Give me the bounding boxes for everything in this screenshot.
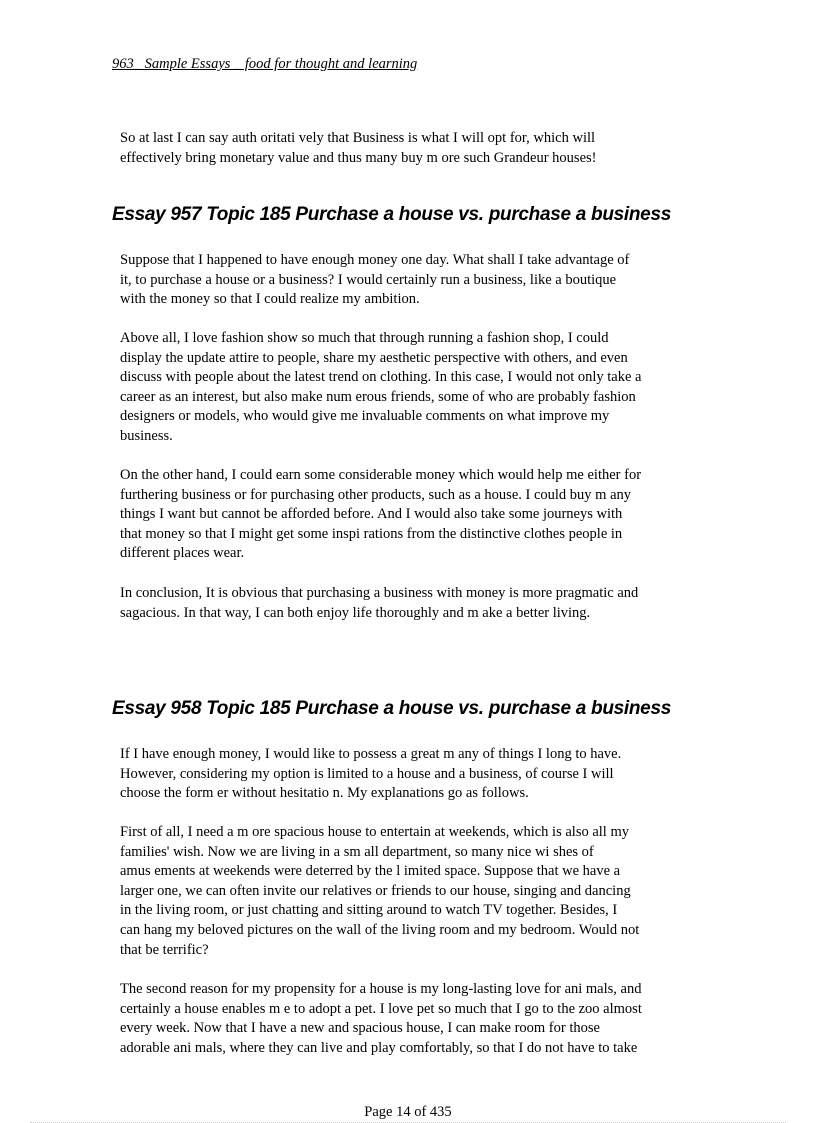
text-line: with the money so that I could realize my ambition. (120, 291, 420, 308)
text-line: If I have enough money, I would like to possess a great m any of things I long to have. (120, 746, 622, 762)
text-line: display the update attire to people, share my aesthetic perspective with others, and even (120, 349, 628, 366)
text-line: larger one, we can often invite our relatives or friends to our house, singing and dancing (120, 882, 631, 899)
text-line: adorable ani mals, where they can live and play comfortably, so that I do not have to take (120, 1039, 638, 1056)
essay-958-paragraph-1 (120, 745, 698, 804)
page-number: Page 14 of 435 (364, 1104, 452, 1120)
essay-958-heading: Essay 958 Topic 185 Purchase a house vs. purchase a business (112, 698, 671, 719)
essay-957-paragraph-4 (120, 584, 698, 623)
text-line: Above all, I love fashion show so much that through running a fashion shop, I could (120, 330, 609, 346)
essay-957-paragraph-2 (120, 329, 698, 447)
text-line: amus ements at weekends were deterred by the l imited space. Suppose that we have a (120, 863, 621, 880)
text-line: designers or models, who would give me invaluable comments on what improve my (120, 408, 610, 425)
text-line: On the other hand, I could earn some considerable money which would help me either for (120, 467, 642, 483)
text-line: The second reason for my propensity for a house is my long-lasting love for ani mals, and (120, 981, 642, 997)
text-line: career as an interest, but also make num erous friends, some of who are probably fashion (120, 388, 636, 405)
essay-958-paragraph-3 (120, 980, 698, 1058)
text-line: So at last I can say auth oritati vely that Business is what I will opt for, which will (120, 130, 596, 146)
text-line: families' wish. Now we are living in a sm all department, so many nice wi shes of (120, 843, 594, 860)
text-line: that money so that I might get some inspi rations from the distinctive clothes people in (120, 525, 623, 542)
text-line: it, to purchase a house or a business? I would certainly run a business, like a boutique (120, 271, 617, 288)
text-line: However, considering my option is limited to a house and a business, of course I will (120, 765, 614, 782)
text-line: In conclusion, It is obvious that purchasing a business with money is more pragmatic and (120, 585, 639, 601)
intro-paragraph (120, 129, 698, 168)
text-line: effectively bring monetary value and thus many buy m ore such Grandeur houses! (120, 149, 597, 166)
text-line: Suppose that I happened to have enough money one day. What shall I take advantage of (120, 252, 630, 268)
essay-957-paragraph-3 (120, 466, 698, 564)
text-line: discuss with people about the latest trend on clothing. In this case, I would not only take a (120, 369, 642, 386)
running-header: 963_ Sample Essays _ food for thought and learning (112, 56, 418, 72)
text-line: that be terrific? (120, 941, 209, 958)
text-line: business. (120, 427, 173, 444)
text-line: sagacious. In that way, I can both enjoy life thoroughly and m ake a better living. (120, 604, 591, 621)
text-line: things I want but cannot be afforded before. And I would also take some journeys with (120, 506, 623, 523)
text-line: in the living room, or just chatting and sitting around to watch TV together. Besides, I (120, 902, 618, 919)
text-line: different places wear. (120, 545, 245, 562)
text-line: furthering business or for purchasing other products, such as a house. I could buy m any (120, 486, 632, 503)
text-line: certainly a house enables m e to adopt a pet. I love pet so much that I go to the zoo almost (120, 1000, 642, 1017)
essay-957-paragraph-1 (120, 251, 698, 310)
essay-958-paragraph-2 (120, 823, 698, 960)
text-line: choose the form er without hesitatio n. My explanations go as follows. (120, 785, 529, 802)
text-line: First of all, I need a m ore spacious house to entertain at weekends, which is also all my (120, 824, 629, 840)
essay-957-heading: Essay 957 Topic 185 Purchase a house vs. purchase a business (112, 204, 671, 225)
text-line: can hang my beloved pictures on the wall of the living room and my bedroom. Would not (120, 921, 640, 938)
text-line: every week. Now that I have a new and spacious house, I can make room for those (120, 1020, 600, 1037)
